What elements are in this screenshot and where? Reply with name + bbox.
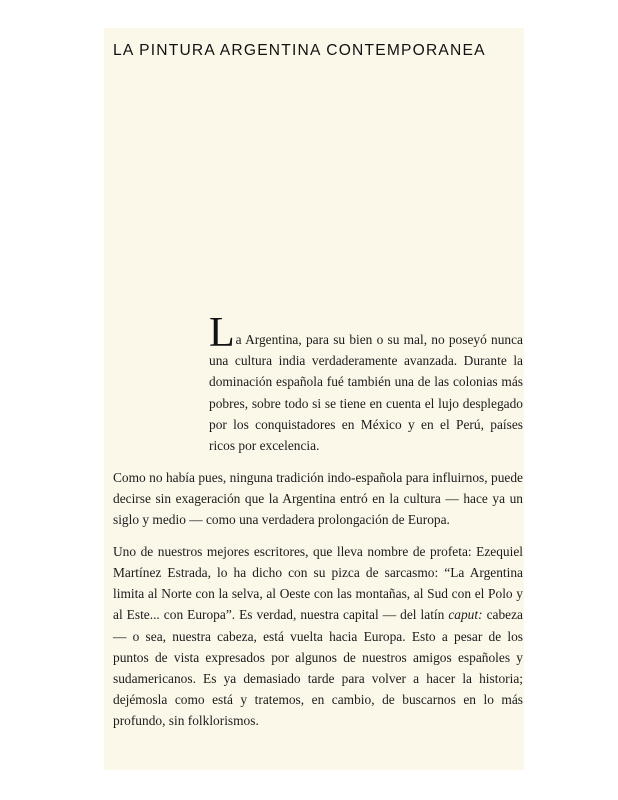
paragraph-3-text-b: cabeza — o sea, nuestra cabeza, está vuelta hacia Europa. Esto a pesar de los puntos de vista expresados por algunos de nuestros amigos españoles y sudamericanos. Es ya demasiado tarde para volver a hacer la historia; dejémosla como está y tratemos, en cambio, de buscarnos en lo más profundo, sin folklorismos. xyxy=(113,607,523,729)
paragraph-2: Como no había pues, ninguna tradición indo-española para influirnos, puede decirse sin exageración que la Argentina entró en la cultura — hace ya un siglo y medio — como una verdadera prolongación de Europa. xyxy=(113,469,523,528)
book-page xyxy=(104,28,524,770)
paragraph-1-text: a Argentina, para su bien o su mal, no poseyó nunca una cultura india verdaderamente avanzada. Durante la dominación española fué también una de las colonias más pobres, sobre todo si se tiene en cuenta el lujo desplegado por los conquistadores en México y en el Perú, países ricos por excelencia. xyxy=(209,332,523,454)
paragraph-3-italic: caput: xyxy=(448,607,483,623)
page-title: LA PINTURA ARGENTINA CONTEMPORANEA xyxy=(113,42,486,59)
drop-cap: L xyxy=(209,310,235,356)
paragraph-3 xyxy=(113,541,523,732)
paragraph-1 xyxy=(209,310,523,456)
paragraph-3-text-a: Uno de nuestros mejores escritores, que lleva nombre de profeta: Ezequiel Martínez Estrada, lo ha dicho con su pizca de sarcasmo: “La Argentina limita al Norte con la selva, al Oeste con las montañas, al Sud con el Polo y al Este... con Europa”. Es verdad, nuestra capital — del latín xyxy=(113,543,523,623)
body-text xyxy=(113,310,523,742)
